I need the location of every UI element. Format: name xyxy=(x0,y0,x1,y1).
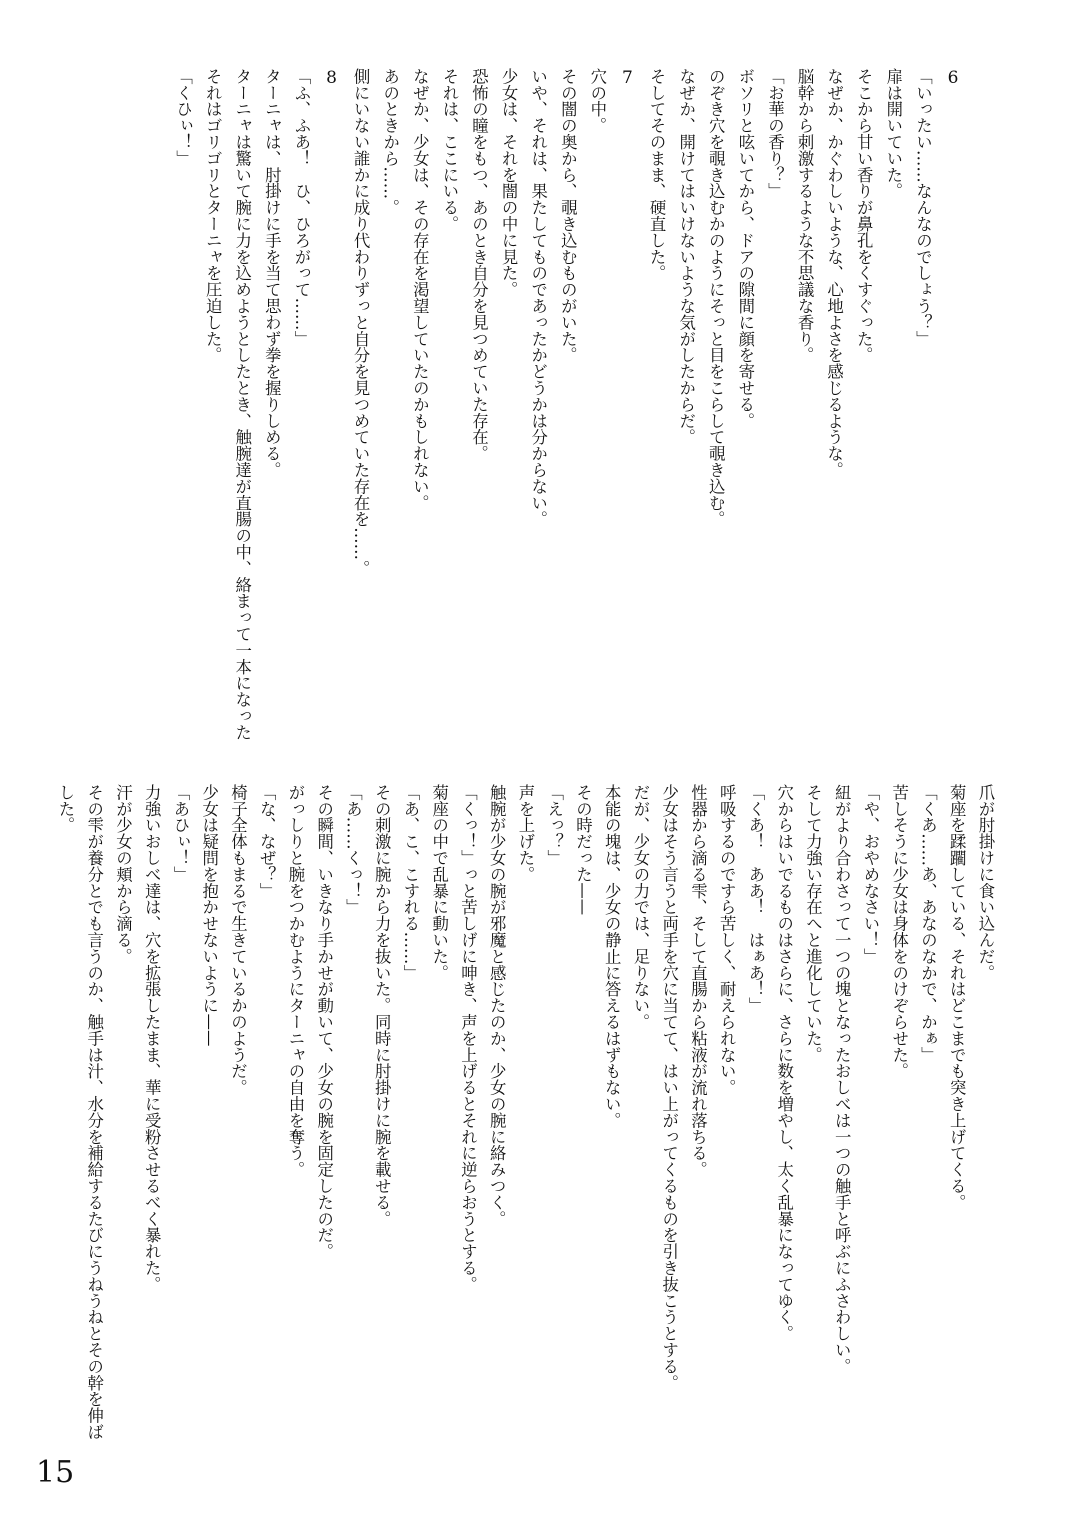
text-line: のぞき穴を覗き込むかのようにそっと目をこらして覗き込む。 xyxy=(706,68,726,528)
text-line: 「な、なぜ？」 xyxy=(257,784,277,899)
text-line: 菊座を蹂躙している、それはどこまでも突き上げてくる。 xyxy=(947,784,967,1211)
text-line: なぜか、かぐわしいような、心地よさを感じるような。 xyxy=(824,68,844,478)
text-line: 苦しそうに少女は身体をのけぞらせた。 xyxy=(889,784,909,1080)
text-line: 爪が肘掛けに食い込んだ。 xyxy=(976,784,995,981)
text-line: その闇の奥から、覗き込むものがいた。 xyxy=(558,68,578,364)
text-line: 力強いおしべ達は、穴を拡張したまま、華に受粉させるべく暴れた。 xyxy=(142,784,162,1293)
text-line: そしてそのまま、硬直した。 xyxy=(647,68,667,282)
section-heading: 8 xyxy=(321,68,342,88)
text-line: 声を上げた。 xyxy=(516,784,535,883)
text-line: なぜか、少女は、その存在を渇望していたのかもしれない。 xyxy=(410,68,430,511)
page-number: 15 xyxy=(36,1455,75,1490)
text-line: 脳幹から刺激するような不思議な香り。 xyxy=(795,68,815,364)
text-line: 紐がより合わさって一つの塊となったおしべは一つの触手と呼ぶにふさわしい。 xyxy=(832,784,852,1375)
text-line: だが、少女の力では、足りない。 xyxy=(631,784,650,1030)
text-line: 「や、おやめなさい！」 xyxy=(861,784,880,965)
text-line: 扉は開いていた。 xyxy=(883,68,903,200)
top-text-block xyxy=(168,68,967,758)
text-line: 恐怖の瞳をもつ、あのとき自分を見つめていた存在。 xyxy=(469,68,489,462)
section-heading: 7 xyxy=(617,68,638,88)
text-line: 「くあ……あ、あなのなかで、かぁ」 xyxy=(918,784,938,1063)
text-line: 「くっ！」っと苦しげに呻き、声を上げるとそれに逆らおうとする。 xyxy=(458,784,478,1293)
text-line: 少女はそう言うと両手を穴に当てて、はい上がってくるものを引き抜こうとする。 xyxy=(659,784,679,1391)
text-line: そして力強い存在へと進化していた。 xyxy=(803,784,823,1063)
text-line: 本能の塊は、少女の静止に答えるはずもない。 xyxy=(602,784,622,1129)
text-line: その雫が養分とでも言うのか、触手は汁、水分を補給するたびにうねうねとその幹を伸ば xyxy=(84,784,104,1440)
text-line: その刺激に腕から力を抜いた。同時に肘掛けに腕を載せる。 xyxy=(372,784,392,1227)
text-line: その瞬間、いきなり手かせが動いて、少女の腕を固定したのだ。 xyxy=(314,784,334,1260)
text-line: 「いったい……なんなのでしょう？」 xyxy=(913,68,933,347)
text-line: ターニャは驚いて腕に力を込めようとしたとき、触腕達が直腸の中、絡まって一本になった xyxy=(232,68,252,741)
text-line: 「あ……くっ！」 xyxy=(343,784,363,916)
text-line: 穴からはいでるものはさらに、さらに数を増やし、太く乱暴になってゆく。 xyxy=(774,784,794,1342)
text-line: 呼吸するのですら苦しく、耐えられない。 xyxy=(717,784,737,1096)
text-line: 「あひぃ！」 xyxy=(171,784,190,883)
text-line: した。 xyxy=(56,784,75,834)
text-line: 「お華の香り？」 xyxy=(765,68,785,200)
text-line: それは、ここにいる。 xyxy=(439,68,459,232)
text-line: 「くひぃ！」 xyxy=(173,68,193,167)
text-line: 菊座の中で乱暴に動いた。 xyxy=(429,784,449,981)
text-line: 穴の中。 xyxy=(587,68,607,134)
text-line: 少女は疑問を抱かせないように—— xyxy=(199,784,219,1047)
text-line: その時だった—— xyxy=(573,784,593,916)
text-line: 椅子全体もまるで生きているかのようだ。 xyxy=(228,784,248,1096)
text-line: 触腕が少女の腕が邪魔と感じたのか、少女の腕に絡みつく。 xyxy=(487,784,507,1227)
text-line: なぜか、開けてはいけないような気がしたからだ。 xyxy=(676,68,696,446)
text-line: がっしりと腕をつかむようにターニャの自由を奪う。 xyxy=(286,784,305,1178)
text-line: そこから甘い香りが鼻孔をくすぐった。 xyxy=(854,68,874,364)
text-line: あのときから……。 xyxy=(380,68,400,216)
text-line: ターニャは、肘掛けに手を当て思わず拳を握りしめる。 xyxy=(262,68,282,478)
text-line: いや、それは、果たしてものであったかどうかは分からない。 xyxy=(528,68,548,528)
section-heading: 6 xyxy=(943,68,963,88)
text-line: 少女は、それを闇の中に見た。 xyxy=(499,68,519,298)
text-line: 汗が少女の頬から滴る。 xyxy=(113,784,133,965)
text-line: 性器から滴る雫、そして直腸から粘液が流れ落ちる。 xyxy=(688,784,708,1178)
text-line: 「あ、こ、こすれる……」 xyxy=(401,784,420,981)
text-line: 「ふ、ふあ！ ひ、ひろがって……」 xyxy=(291,68,311,347)
text-line: 「えっ？」 xyxy=(544,784,564,866)
text-line: それはゴリゴリとターニャを圧迫した。 xyxy=(203,68,223,364)
bottom-text-block xyxy=(50,784,999,1454)
text-line: 側にいない誰かに成り代わりずっと自分を見つめていた存在を……。 xyxy=(351,68,371,577)
text-line: ボソリと呟いてから、ドアの隙間に顔を寄せる。 xyxy=(735,68,755,429)
text-line: 「くあ！ ああ！ はぁあ！」 xyxy=(746,784,765,1014)
